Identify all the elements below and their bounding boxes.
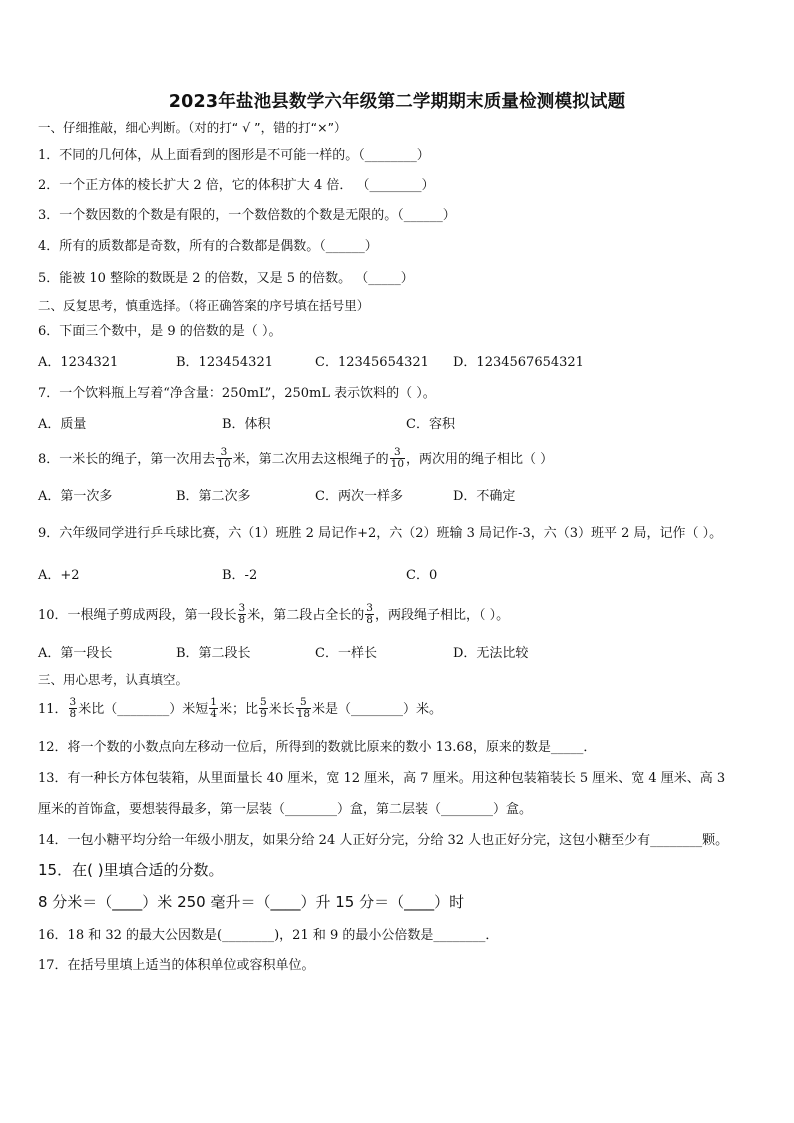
fraction-5-9 — [259, 697, 268, 720]
question-10-text-1: 10．一根绳子剪成两段，第一段长 — [38, 608, 237, 623]
fraction-numerator: 5 — [296, 697, 311, 709]
question-13-line-2: 厘米的首饰盒，要想装得最多，第一层装（________）盒，第二层装（________）盒。 — [38, 802, 533, 817]
question-6-option-a: A．1234321 — [38, 355, 119, 370]
question-6-option-c: C．12345654321 — [315, 355, 429, 370]
question-7-option-a: A．质量 — [38, 417, 87, 432]
question-10-stem — [38, 603, 509, 629]
page-title: 2023年盐池县数学六年级第二学期期末质量检测模拟试题 — [168, 92, 626, 112]
question-9-option-a: A．+2 — [38, 568, 80, 583]
question-8-option-b: B．第二次多 — [176, 489, 251, 504]
section-1-heading: 一、仔细推敲，细心判断。（对的打“ √ ”，错的打“×”） — [38, 120, 347, 135]
fraction-numerator: 3 — [69, 696, 77, 708]
question-9-option-b: B．-2 — [222, 568, 258, 583]
question-11-text-2: 米比（________）米短 — [78, 702, 209, 717]
question-11-text-1: 11． — [38, 702, 68, 717]
question-8-text-2: 米，第二次用去这根绳子的 — [232, 452, 389, 467]
question-11-text-3: 米；比 — [218, 702, 258, 717]
question-6-stem: 6．下面三个数中，是 9 的倍数的是（ ）。 — [38, 324, 282, 339]
question-10-option-c: C．一样长 — [315, 646, 377, 661]
fraction-denominator: 9 — [259, 708, 267, 720]
fraction-denominator: 18 — [296, 708, 311, 720]
question-8-text-3: ，两次用的绳子相比（ ） — [406, 452, 554, 467]
fraction-3-8 — [69, 697, 78, 720]
fraction-denominator: 8 — [238, 614, 246, 626]
fraction-1-4 — [209, 697, 218, 720]
fraction-numerator: 3 — [216, 447, 231, 459]
question-7-option-b: B．体积 — [222, 417, 271, 432]
question-14: 14．一包小糖平均分给一年级小朋友，如果分给 24 人正好分完，分给 32 人也正好分完，这包小糖至少有________颗。 — [38, 833, 729, 848]
question-11 — [38, 696, 442, 724]
question-13-line-1: 13．有一种长方体包装箱，从里面量长 40 厘米，宽 12 厘米，高 7 厘米。用这种包装箱装长 5 厘米、宽 4 厘米、高 3 — [38, 771, 726, 786]
question-16: 16．18 和 32 的最大公因数是(________)，21 和 9 的最小公倍数是________． — [38, 928, 499, 943]
question-7-stem: 7．一个饮料瓶上写着“净含量：250mL”，250mL 表示饮料的（ ）。 — [38, 386, 436, 401]
question-1: 1．不同的几何体，从上面看到的图形是不可能一样的。（________） — [38, 148, 430, 163]
fraction-3-10 — [216, 447, 231, 470]
question-9-stem: 9．六年级同学进行乒乓球比赛，六（1）班胜 2 局记作+2，六（2）班输 3 局记作-3，六（3）班平 2 局，记作（ ）。 — [38, 526, 723, 541]
question-9-option-c: C．0 — [406, 568, 438, 583]
question-8-stem — [38, 447, 553, 473]
question-4: 4．所有的质数都是奇数，所有的合数都是偶数。（______） — [38, 239, 378, 254]
question-10-text-3: ，两段绳子相比，（ ）。 — [374, 608, 510, 623]
question-10-option-b: B．第二段长 — [176, 646, 251, 661]
fraction-denominator: 10 — [390, 458, 405, 470]
fraction-numerator: 3 — [238, 602, 246, 614]
question-10-option-a: A．第一段长 — [38, 646, 113, 661]
fraction-3-8 — [238, 603, 247, 626]
fraction-5-18 — [296, 697, 311, 720]
fraction-numerator: 5 — [259, 696, 267, 708]
question-3: 3．一个数因数的个数是有限的，一个数倍数的个数是无限的。（______） — [38, 208, 456, 223]
fraction-denominator: 10 — [217, 458, 231, 470]
fraction-numerator: 3 — [390, 447, 405, 459]
question-5: 5．能被 10 整除的数既是 2 的倍数，又是 5 的倍数。 （_____） — [38, 271, 414, 286]
question-8-option-a: A．第一次多 — [38, 489, 113, 504]
fraction-denominator: 8 — [69, 708, 77, 720]
question-8-option-c: C．两次一样多 — [315, 489, 403, 504]
fraction-3-8 — [365, 603, 374, 626]
question-6-option-b: B．123454321 — [176, 355, 273, 370]
question-17: 17．在括号里填上适当的体积单位或容积单位。 — [38, 958, 315, 973]
question-8-text-1: 8．一米长的绳子，第一次用去 — [38, 452, 216, 467]
fraction-denominator: 4 — [210, 708, 217, 720]
question-15-line: 8 分米＝（____）米 250 毫升＝（____）升 15 分＝（____）时 — [38, 893, 465, 911]
question-15-stem: 15．在( )里填合适的分数。 — [38, 861, 224, 879]
question-8-option-d: D．不确定 — [453, 489, 516, 504]
section-2-heading: 二、反复思考，慎重选择。（将正确答案的序号填在括号里） — [38, 298, 370, 313]
question-7-option-c: C．容积 — [406, 417, 455, 432]
question-10-option-d: D．无法比较 — [453, 646, 529, 661]
fraction-numerator: 3 — [366, 602, 373, 614]
question-11-text-4: 米长 — [268, 702, 295, 717]
question-10-text-2: 米，第二段占全长的 — [247, 608, 365, 623]
fraction-numerator: 1 — [210, 696, 217, 708]
question-6-option-d: D．1234567654321 — [453, 355, 584, 370]
fraction-3-10 — [390, 447, 405, 470]
section-3-heading: 三、用心思考，认真填空。 — [38, 672, 189, 687]
fraction-denominator: 8 — [366, 614, 373, 626]
question-2: 2．一个正方体的棱长扩大 2 倍，它的体积扩大 4 倍． （________） — [38, 178, 435, 193]
question-12: 12．将一个数的小数点向左移动一位后，所得到的数就比原来的数小 13.68，原来的数是_____． — [38, 740, 597, 755]
question-11-text-5: 米是（________）米。 — [312, 702, 443, 717]
